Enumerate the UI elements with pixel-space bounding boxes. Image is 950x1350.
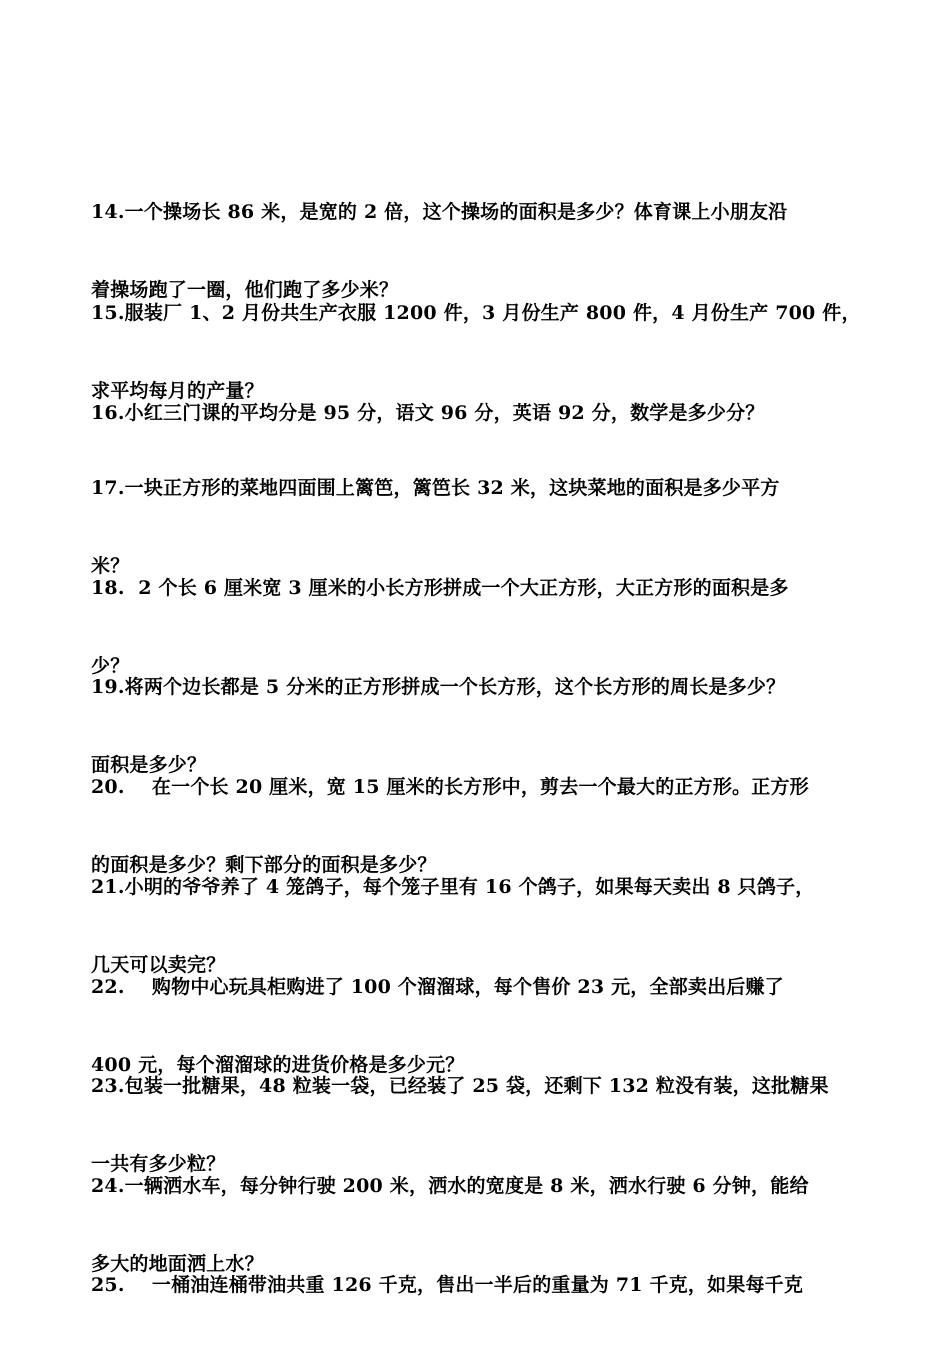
problem-line: 求平均每月的产量？: [91, 380, 264, 402]
problem-25: [91, 1220, 881, 1350]
problem-line: 15.服装厂 1、2 月份共生产衣服 1200 件，3 月份生产 800 件，4 月份生产 700 件，: [91, 302, 861, 324]
problem-line: 18. 2 个长 6 厘米宽 3 厘米的小长方形拼成一个大正方形，大正方形的面积是多: [91, 577, 789, 599]
problem-line: 面积是多少？: [91, 754, 207, 776]
problem-line: 20. 在一个长 20 厘米，宽 15 厘米的长方形中，剪去一个最大的正方形。正方形: [91, 776, 809, 798]
problem-line: 几天可以卖完？: [91, 954, 226, 976]
problem-line: 16.小红三门课的平均分是 95 分，语文 96 分，英语 92 分，数学是多少分？: [91, 402, 765, 424]
problem-line: 少？: [91, 655, 130, 677]
problem-line: 21.小明的爷爷养了 4 笼鸽子，每个笼子里有 16 个鸽子，如果每天卖出 8 只鸽子，: [91, 876, 815, 898]
problem-line: 25. 一桶油连桶带油共重 126 千克，售出一半后的重量为 71 千克，如果每千克: [91, 1274, 804, 1296]
problem-line: 一共有多少粒？: [91, 1153, 226, 1175]
problem-line: 400 元，每个溜溜球的进货价格是多少元？: [91, 1054, 465, 1076]
problem-line: 多大的地面洒上水？: [91, 1253, 264, 1275]
problem-line: 22. 购物中心玩具柜购进了 100 个溜溜球，每个售价 23 元，全部卖出后赚了: [91, 976, 784, 998]
problem-line: 23.包装一批糖果，48 粒装一袋，已经装了 25 袋，还剩下 132 粒没有装，这批糖果: [91, 1075, 829, 1097]
problem-line: 的面积是多少？剩下部分的面积是多少？: [91, 854, 437, 876]
problem-line: 19.将两个边长都是 5 分米的正方形拼成一个长方形，这个长方形的周长是多少？: [91, 676, 786, 698]
problem-line: 着操场跑了一圈，他们跑了多少米？: [91, 279, 399, 301]
problem-line: 17.一块正方形的菜地四面围上篱笆，篱笆长 32 米，这块菜地的面积是多少平方: [91, 477, 780, 499]
problem-line: 14.一个操场长 86 米，是宽的 2 倍，这个操场的面积是多少？体育课上小朋友沿: [91, 201, 788, 223]
problem-line: 米？: [91, 555, 130, 577]
problem-line: 24.一辆洒水车，每分钟行驶 200 米，洒水的宽度是 8 米，洒水行驶 6 分钟，能给: [91, 1175, 809, 1197]
